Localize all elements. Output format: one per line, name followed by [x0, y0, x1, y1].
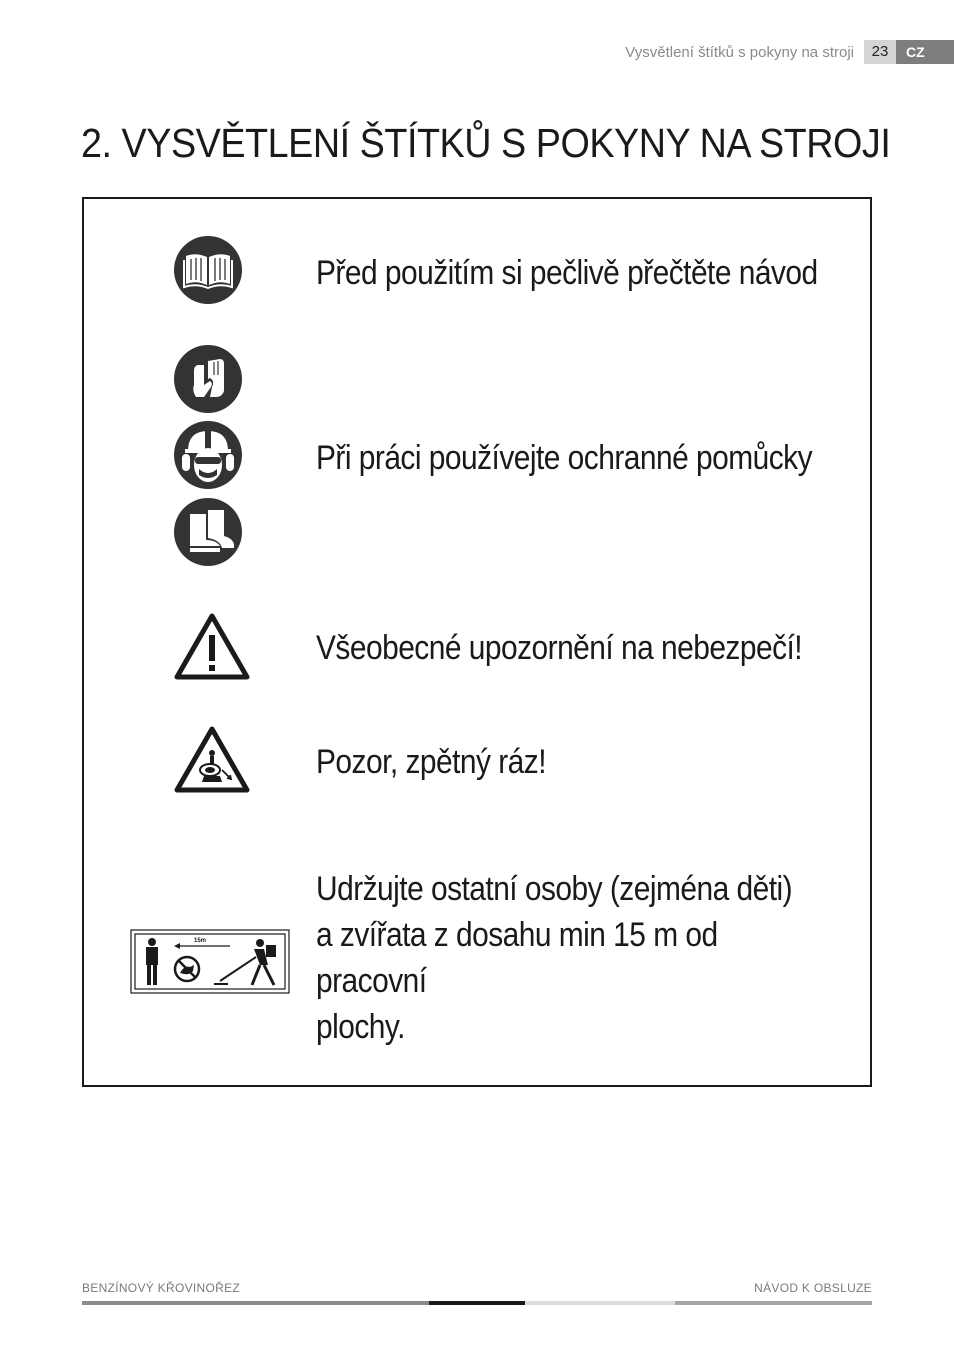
label-text-safe-distance-line-1: Udržujte ostatní osoby (zejména děti) [316, 870, 793, 908]
label-text-protective-equipment: Při práci používejte ochranné pomůcky [316, 439, 813, 477]
footer-product-name: BENZÍNOVÝ KŘOVINOŘEZ [82, 1281, 241, 1295]
footer-bar-segment-4 [675, 1301, 872, 1305]
label-text-safe-distance-line-2: a zvířata z dosahu min 15 m od [316, 916, 718, 954]
footer-bar-segment-3 [525, 1301, 675, 1305]
footer-bar-segment-2 [429, 1301, 525, 1305]
safe-distance-icon [130, 929, 290, 994]
gloves-icon [174, 345, 242, 413]
header-page-number: 23 [864, 40, 896, 64]
label-text-safe-distance-line-3: pracovní [316, 962, 427, 1000]
boots-icon [174, 498, 242, 566]
header-section-title: Vysvětlení štítků s pokyny na stroji [625, 44, 854, 61]
helmet-goggles-earmuffs-icon [174, 421, 242, 489]
label-text-kickback-warning: Pozor, zpětný ráz! [316, 743, 546, 781]
distance-label: 15m [194, 938, 207, 944]
kickback-warning-icon [174, 726, 250, 793]
warning-triangle-icon [174, 613, 250, 680]
footer-document-type: NÁVOD K OBSLUZE [754, 1281, 872, 1295]
footer-bar-segment-1 [82, 1301, 429, 1305]
manual-book-icon [174, 236, 242, 304]
header-language-badge: CZ [896, 40, 954, 64]
label-text-safe-distance-line-4: plochy. [316, 1008, 405, 1046]
label-text-read-manual: Před použitím si pečlivě přečtěte návod [316, 254, 818, 292]
label-text-general-warning: Všeobecné upozornění na nebezpečí! [316, 629, 803, 667]
page-title: 2. VYSVĚTLENÍ ŠTÍTKŮ S POKYNY NA STROJI [81, 120, 891, 166]
